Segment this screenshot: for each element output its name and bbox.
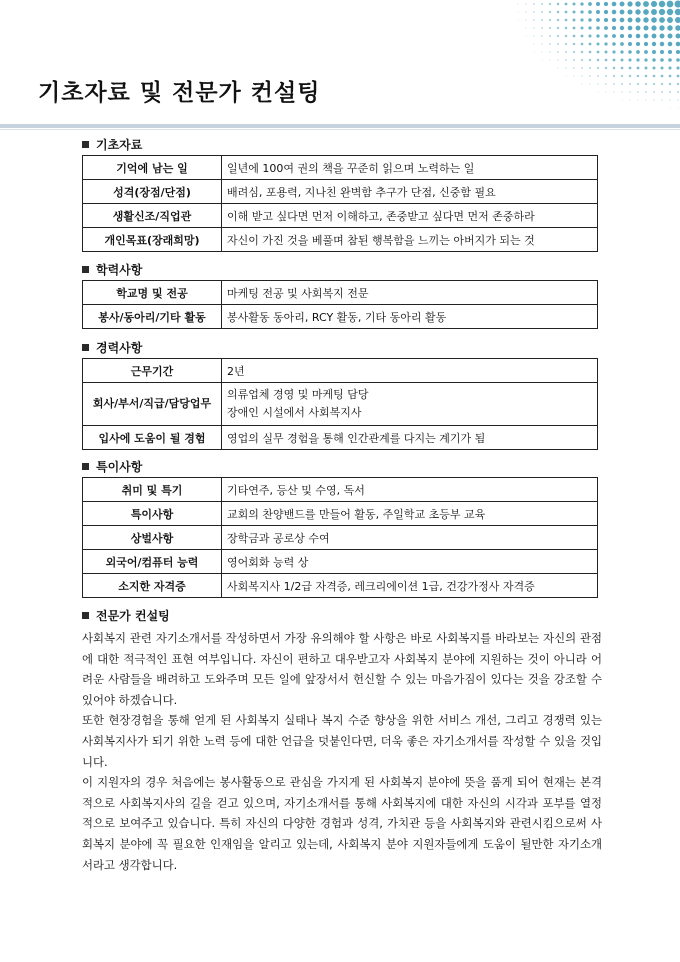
table-row: 외국어/컴퓨터 능력 영어회화 능력 상 — [83, 550, 598, 574]
basic-table — [82, 155, 598, 252]
education-table — [82, 280, 598, 329]
section-heading: 특이사항 — [82, 455, 602, 477]
special-section — [82, 455, 602, 598]
table-row: 생활신조/직업관 이해 받고 싶다면 먼저 이해하고, 존중받고 싶다면 먼저 존중하라 — [83, 204, 598, 228]
square-bullet-icon — [82, 612, 89, 619]
education-section — [82, 258, 602, 329]
paragraph: 이 지원자의 경우 처음에는 봉사활동으로 관심을 가지게 된 사회복지 분야에 뜻을 품게 되어 현재는 본격적으로 사회복지사의 길을 걷고 있으며, 자기소개서를 통해 사회복지에 대한 자신의 시각과 포부를 열정적으로 보여주고 있습니다. 특히 자신의 다양한 경험과 성격, 가치관 등을 사회복지와 관련시킴으로써 사회복지 분야에 꼭 필요한 인재임을 알리고 있는데, 사회복지 분야 지원자들에게 도움이 될만한 자기소개서라고 생각합니다. — [82, 775, 602, 872]
title-underline — [0, 124, 680, 128]
table-row: 소지한 자격증 사회복지사 1/2급 자격증, 레크리에이션 1급, 건강가정사 자격증 — [83, 574, 598, 598]
basic-section — [82, 133, 602, 252]
career-table — [82, 358, 598, 450]
special-table — [82, 477, 598, 598]
section-heading: 경력사항 — [82, 336, 602, 358]
table-row: 상벌사항 장학금과 공로상 수여 — [83, 526, 598, 550]
consulting-section — [82, 604, 602, 626]
square-bullet-icon — [82, 141, 89, 148]
halftone-decoration — [490, 0, 680, 120]
section-heading: 학력사항 — [82, 258, 602, 280]
table-row: 기억에 남는 일 일년에 100여 권의 책을 꾸준히 읽으며 노력하는 일 — [83, 156, 598, 180]
table-row: 특이사항 교회의 찬양밴드를 만들어 활동, 주일학교 초등부 교육 — [83, 502, 598, 526]
consulting-text — [82, 628, 602, 875]
table-row: 개인목표(장래희망) 자신이 가진 것을 베풀며 참된 행복함을 느끼는 아버지가 되는 것 — [83, 228, 598, 252]
square-bullet-icon — [82, 463, 89, 470]
table-row: 근무기간 2년 — [83, 359, 598, 383]
paragraph: 또한 현장경험을 통해 얻게 된 사회복지 실태나 복지 수준 향상을 위한 서비스 개선, 그리고 경쟁력 있는 사회복지사가 되기 위한 노력 등에 대한 언급을 덧붙인다면, 더욱 좋은 자기소개서를 작성할 수 있을 것입니다. — [82, 713, 602, 769]
title-underline-thin — [0, 129, 680, 130]
square-bullet-icon — [82, 344, 89, 351]
table-row: 입사에 도움이 될 경험 영업의 실무 경험을 통해 인간관계를 다지는 계기가 됨 — [83, 426, 598, 450]
table-row: 성격(장점/단점) 배려심, 포용력, 지나친 완벽함 추구가 단점, 신중함 필요 — [83, 180, 598, 204]
table-row: 회사/부서/직급/담당업무 의류업체 경영 및 마케팅 담당 장애인 시설에서 사회복지사 — [83, 383, 598, 426]
page-title: 기초자료 및 전문가 컨설팅 — [38, 80, 321, 106]
table-row: 학교명 및 전공 마케팅 전공 및 사회복지 전문 — [83, 281, 598, 305]
table-row: 봉사/동아리/기타 활동 봉사활동 동아리, RCY 활동, 기타 동아리 활동 — [83, 305, 598, 329]
square-bullet-icon — [82, 266, 89, 273]
table-row: 취미 및 특기 기타연주, 등산 및 수영, 독서 — [83, 478, 598, 502]
section-heading: 기초자료 — [82, 133, 602, 155]
paragraph: 사회복지 관련 자기소개서를 작성하면서 가장 유의해야 할 사항은 바로 사회복지를 바라보는 자신의 관점에 대한 적극적인 표현 여부입니다. 자신이 편하고 대우받고자 사회복지 분야에 지원하는 것이 아니라 어려운 사람들을 배려하고 도와주며 모든 일에 앞장서서 헌신할 수 있는 마음가짐이 있다는 것을 강조할 수 있어야 하겠습니다. — [82, 631, 602, 707]
section-heading: 전문가 컨설팅 — [82, 604, 602, 626]
career-section — [82, 336, 602, 450]
